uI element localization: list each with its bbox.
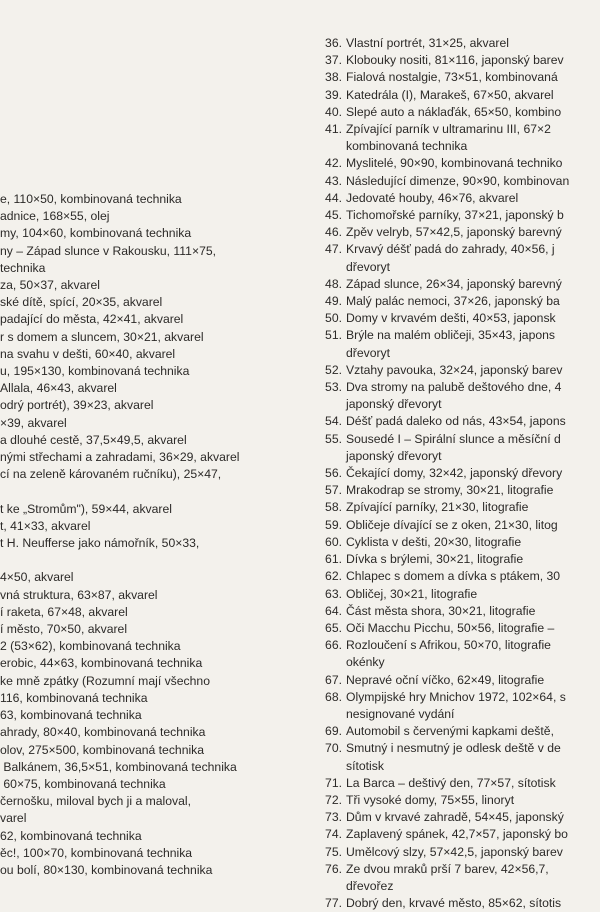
entry-number: 69. [325,724,342,739]
entry-number: 36. [325,36,342,50]
entry-text: cí na zeleně károvaném ručníku), 25×47, [0,467,222,482]
catalog-entry [0,363,300,380]
entry-text: Krvavý déšť padá do zahrady, 40×56, j [346,242,555,257]
entry-text: padající do města, 42×41, akvarel [0,312,184,327]
entry-text-continued: dřevoryt [346,345,391,360]
entry-number: 70. [325,741,342,756]
catalog-entry [312,844,600,861]
catalog-entry [312,586,600,603]
entry-text-continued: technika [0,260,46,275]
entry-text: Slepé auto a náklaďák, 65×50, kombino [346,104,562,119]
entry-text: Domy v krvavém dešti, 40×53, japonsk [346,311,556,326]
catalog-entry [312,637,600,671]
catalog-entry [0,604,300,621]
entry-text: Chlapec s domem a dívka s ptákem, 30 [346,569,561,584]
entry-text: Vlastní portrét, 31×25, akvarel [346,36,509,50]
catalog-entry [0,191,300,208]
catalog-entry [312,568,600,585]
catalog-entry [0,311,300,328]
entry-text: u, 195×130, kombinovaná technika [0,364,190,379]
entry-text: Zpěv velryb, 57×42,5, japonský barevný [346,225,562,240]
entry-text: e, 110×50, kombinovaná technika [0,192,182,206]
entry-text: Vztahy pavouka, 32×24, japonský barev [346,362,563,377]
entry-text-continued: japonský dřevoryt [346,397,442,412]
catalog-entry [312,379,600,413]
entry-number: 68. [325,689,342,704]
entry-number: 38. [325,70,342,85]
entry-text: Západ slunce, 26×34, japonský barevný [346,276,562,291]
catalog-entry [312,190,600,207]
catalog-entry [0,845,300,862]
entry-number: 51. [325,328,342,343]
entry-text: ou bolí, 80×130, kombinovaná technika [0,862,213,877]
entry-text: Olympijské hry Mnichov 1972, 102×64, s [346,689,566,704]
catalog-entry [0,707,300,724]
entry-text: odrý portrét), 39×23, akvarel [0,398,154,413]
entry-text-continued: 116, kombinovaná technika [0,690,148,705]
right-column [312,35,600,912]
entry-text: ny – Západ slunce v Rakousku, 111×75, [0,243,217,258]
entry-text: t H. Neufferse jako námořník, 50×33, [0,536,200,551]
catalog-entry [312,861,600,895]
entry-text: Malý palác nemoci, 37×26, japonský ba [346,294,560,309]
entry-text: Čekající domy, 32×42, japonský dřevory [346,466,563,481]
catalog-entry [312,775,600,792]
entry-text-continued: sítotisk [346,758,384,773]
catalog-entry [0,432,300,449]
entry-number: 40. [325,104,342,119]
catalog-entry [0,793,300,827]
entry-text: na svahu v dešti, 60×40, akvarel [0,346,176,361]
catalog-entry [0,277,300,294]
entry-text: Ze dvou mraků prší 7 barev, 42×56,7, [346,861,549,876]
entry-text: 60×75, kombinovaná technika [0,776,166,791]
entry-number: 66. [325,638,342,653]
catalog-entry [0,535,300,569]
catalog-entry [0,208,300,225]
entry-number: 75. [325,844,342,859]
entry-text: 62, kombinovaná technika [0,828,142,843]
catalog-entry [312,465,600,482]
catalog-entry [312,792,600,809]
entry-text: Brýle na malém obličeji, 35×43, japons [346,328,555,343]
entry-text-continued: kombinovaná technika [346,139,468,154]
catalog-entry [312,740,600,774]
catalog-entry [312,620,600,637]
entry-number: 39. [325,87,342,102]
entry-text: Zaplavený spánek, 42,7×57, japonský bo [346,827,568,842]
entry-number: 73. [325,810,342,825]
entry-text: ×39, akvarel [0,415,67,430]
entry-text-continued: varel [0,811,27,826]
entry-text: erobic, 44×63, kombinovaná technika [0,656,203,671]
entry-text: r s domem a sluncem, 30×21, akvarel [0,329,204,344]
entry-number: 54. [325,414,342,429]
catalog-entry [0,380,300,397]
catalog-entry [312,551,600,568]
catalog-entry [312,121,600,155]
entry-number: 42. [325,156,342,171]
entry-text: vná struktura, 63×87, akvarel [0,587,158,602]
catalog-entry [312,482,600,499]
catalog-entry [0,569,300,586]
entry-text-continued [0,552,300,569]
entry-text: Obličeje dívající se z oken, 21×30, litog [346,517,558,532]
entry-text: Nepravé oční víčko, 62×49, litografie [346,672,545,687]
entry-number: 50. [325,311,342,326]
catalog-entry [0,329,300,346]
entry-number: 64. [325,603,342,618]
catalog-entry [312,293,600,310]
entry-text: a dlouhé cestě, 37,5×49,5, akvarel [0,432,187,447]
catalog-entry [312,104,600,121]
entry-number: 41. [325,122,342,137]
entry-text: Rozloučení s Afrikou, 50×70, litografie [346,638,551,653]
entry-text: Sousedé I – Spirální slunce a měsíční d [346,431,561,446]
catalog-entry [0,776,300,793]
catalog-entry [312,276,600,293]
entry-number: 76. [325,861,342,876]
catalog-entry [312,534,600,551]
entry-text: olov, 275×500, kombinovaná technika [0,742,205,757]
entry-text-continued [0,483,300,500]
entry-text: Déšť padá daleko od nás, 43×54, japons [346,414,566,429]
entry-number: 46. [325,225,342,240]
catalog-entry [312,52,600,69]
catalog-entry [0,466,300,500]
entry-number: 77. [325,896,342,911]
catalog-entry [0,397,300,414]
entry-text: nými střechami a zahradami, 36×29, akvarel [0,450,240,465]
entry-text: Allala, 46×43, akvarel [0,381,117,396]
entry-text: ěc!, 100×70, kombinovaná technika [0,845,193,860]
entry-number: 45. [325,208,342,223]
entry-text: Automobil s červenými kapkami deště, [346,724,554,739]
entry-text: t, 41×33, akvarel [0,518,91,533]
catalog-entry [312,723,600,740]
entry-text: za, 50×37, akvarel [0,278,100,293]
entry-number: 72. [325,792,342,807]
catalog-entry [312,499,600,516]
catalog-entry [312,35,600,52]
entry-text: Smutný i nesmutný je odlesk deště v de [346,741,561,756]
entry-text: Jedovaté houby, 46×76, akvarel [346,190,519,205]
catalog-entry [0,655,300,672]
catalog-entry [0,759,300,776]
catalog-entry [0,724,300,741]
entry-text: Myslitelé, 90×90, kombinovaná techniko [346,156,563,171]
entry-number: 55. [325,431,342,446]
entry-number: 47. [325,242,342,257]
entry-text: Cyklista v dešti, 20×30, litografie [346,534,522,549]
catalog-entry [312,241,600,275]
catalog-entry [0,638,300,655]
entry-text-continued: japonský dřevoryt [346,448,442,463]
entry-number: 62. [325,569,342,584]
catalog-entry [0,518,300,535]
entry-text: Tichomořské parníky, 37×21, japonský b [346,208,564,223]
left-column [0,191,300,879]
entry-number: 37. [325,53,342,68]
catalog-entry [312,413,600,430]
entry-text: Zpívající parník v ultramarinu III, 67×2 [346,122,551,137]
entry-text-continued: dřevoryt [346,259,391,274]
entry-text: Dívka s brýlemi, 30×21, litografie [346,552,524,567]
catalog-entry [312,895,600,912]
entry-number: 63. [325,586,342,601]
entry-text: 2 (53×62), kombinovaná technika [0,639,181,654]
entry-text-continued: nesignované vydání [346,706,455,721]
entry-number: 59. [325,517,342,532]
entry-number: 58. [325,500,342,515]
catalog-entry [312,69,600,86]
catalog-entry [0,243,300,277]
entry-text: ské dítě, spící, 20×35, akvarel [0,295,163,310]
entry-number: 71. [325,775,342,790]
catalog-entry [312,310,600,327]
catalog-entry [312,689,600,723]
entry-text: 63, kombinovaná technika [0,708,142,723]
catalog-entry [312,87,600,104]
catalog-entry [312,517,600,534]
entry-number: 57. [325,483,342,498]
catalog-entry [0,828,300,845]
entry-number: 48. [325,276,342,291]
entry-text: Umělcový slzy, 57×42,5, japonský barev [346,844,563,859]
entry-number: 49. [325,294,342,309]
catalog-entry [312,672,600,689]
catalog-entry [0,346,300,363]
catalog-entry [0,415,300,432]
catalog-entry [0,862,300,879]
catalog-entry [312,327,600,361]
catalog-entry [0,621,300,638]
entry-text: Klobouky nositi, 81×116, japonský barev [346,53,564,68]
catalog-entry [0,501,300,518]
catalog-entry [312,431,600,465]
entry-text: 4×50, akvarel [0,570,74,585]
catalog-entry [312,809,600,826]
catalog-entry [0,742,300,759]
entry-number: 44. [325,190,342,205]
entry-number: 56. [325,466,342,481]
entry-text: í město, 70×50, akvarel [0,622,128,637]
entry-text: Zpívající parníky, 21×30, litografie [346,500,529,515]
entry-text: La Barca – deštivý den, 77×57, sítotisk [346,775,556,790]
entry-text: Balkánem, 36,5×51, kombinovaná technika [0,759,237,774]
entry-text: adnice, 168×55, olej [0,209,110,224]
catalog-entry [312,155,600,172]
entry-text: í raketa, 67×48, akvarel [0,604,128,619]
entry-text: Dům v krvavé zahradě, 54×45, japonský [346,810,564,825]
catalog-entry [0,294,300,311]
entry-text: Obličej, 30×21, litografie [346,586,478,601]
catalog-entry [312,224,600,241]
catalog-entry [312,173,600,190]
entry-number: 52. [325,362,342,377]
entry-number: 43. [325,173,342,188]
entry-text: ke mně zpátky (Rozumní mají všechno [0,673,210,688]
catalog-entry [312,362,600,379]
entry-text: Část města shora, 30×21, litografie [346,603,536,618]
entry-text: Katedrála (I), Marakeš, 67×50, akvarel [346,87,554,102]
entry-number: 74. [325,827,342,842]
catalog-entry [0,225,300,242]
entry-text: Dva stromy na palubě deštového dne, 4 [346,380,562,395]
entry-number: 65. [325,620,342,635]
entry-text: Oči Macchu Picchu, 50×56, litografie – [346,620,555,635]
catalog-entry [312,207,600,224]
catalog-entry [0,587,300,604]
entry-text: Fialová nostalgie, 73×51, kombinovaná [346,70,558,85]
entry-text: Dobrý den, krvavé město, 85×62, sítotis [346,896,562,911]
entry-text: Mrakodrap se stromy, 30×21, litografie [346,483,554,498]
entry-text: ahrady, 80×40, kombinovaná technika [0,725,206,740]
entry-text: Tři vysoké domy, 75×55, linoryt [346,792,515,807]
entry-number: 60. [325,534,342,549]
entry-text: černošku, miloval bych ji a maloval, [0,794,192,809]
entry-text: my, 104×60, kombinovaná technika [0,226,192,241]
entry-number: 53. [325,380,342,395]
catalog-entry [0,673,300,707]
entry-text: Následující dimenze, 90×90, kombinovan [346,173,570,188]
entry-text-continued: dřevořez [346,878,394,893]
entry-text-continued: okénky [346,655,385,670]
catalog-entry [312,826,600,843]
catalog-entry [312,603,600,620]
entry-number: 61. [325,552,342,567]
entry-text: t ke „Stromům"), 59×44, akvarel [0,501,172,516]
catalog-entry [0,449,300,466]
entry-number: 67. [325,672,342,687]
